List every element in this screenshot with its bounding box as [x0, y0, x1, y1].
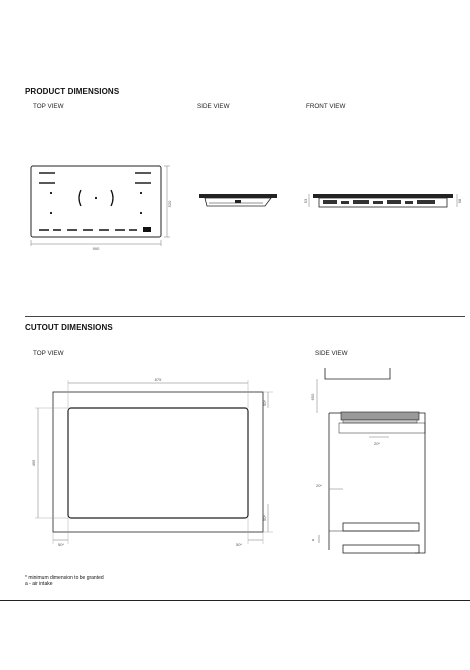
footnote-air-intake: a - air intake [25, 581, 53, 587]
footnote-minimum-dimension: * minimum dimension to be granted [25, 575, 104, 581]
cutout-top-margin-dim: 50* [262, 399, 267, 407]
cutout-top-view-drawing [25, 370, 285, 555]
product-top-view-label: TOP VIEW [33, 103, 64, 110]
cutout-side-view-label: SIDE VIEW [315, 350, 348, 357]
cutout-depth-dim: 495 [31, 459, 36, 467]
cutout-bottom-margin-dim: 50* [262, 514, 267, 522]
product-front-view-drawing [305, 183, 465, 218]
cutout-width-dim: 875 [154, 377, 162, 382]
cutout-side-view-drawing [305, 365, 465, 560]
product-dimensions-heading: PRODUCT DIMENSIONS [25, 87, 120, 96]
section-divider [25, 316, 465, 317]
side-gap-top-dim: 20* [373, 441, 381, 446]
cutout-left-margin-dim: 50* [57, 542, 65, 547]
front-height-dim: 53 [303, 198, 308, 204]
side-gap-left-dim: 20* [315, 483, 323, 488]
footer-divider [0, 600, 470, 601]
cutout-top-view-label: TOP VIEW [33, 350, 64, 357]
product-top-view-drawing [25, 160, 175, 260]
cutout-dimensions-heading: CUTOUT DIMENSIONS [25, 323, 113, 332]
clearance-dim: 650 [310, 393, 315, 401]
product-side-view-label: SIDE VIEW [197, 103, 230, 110]
product-side-view-drawing [195, 190, 285, 220]
hob-outline [31, 166, 161, 237]
product-depth-dim: 520 [167, 200, 172, 208]
front-height-dim-right: 58 [457, 198, 462, 204]
air-intake-label: a [311, 537, 315, 542]
product-front-view-label: FRONT VIEW [306, 103, 346, 110]
product-width-dim: 900 [92, 246, 100, 251]
cutout-rectangle [68, 408, 248, 518]
cutout-right-margin-dim: 50* [235, 542, 243, 547]
